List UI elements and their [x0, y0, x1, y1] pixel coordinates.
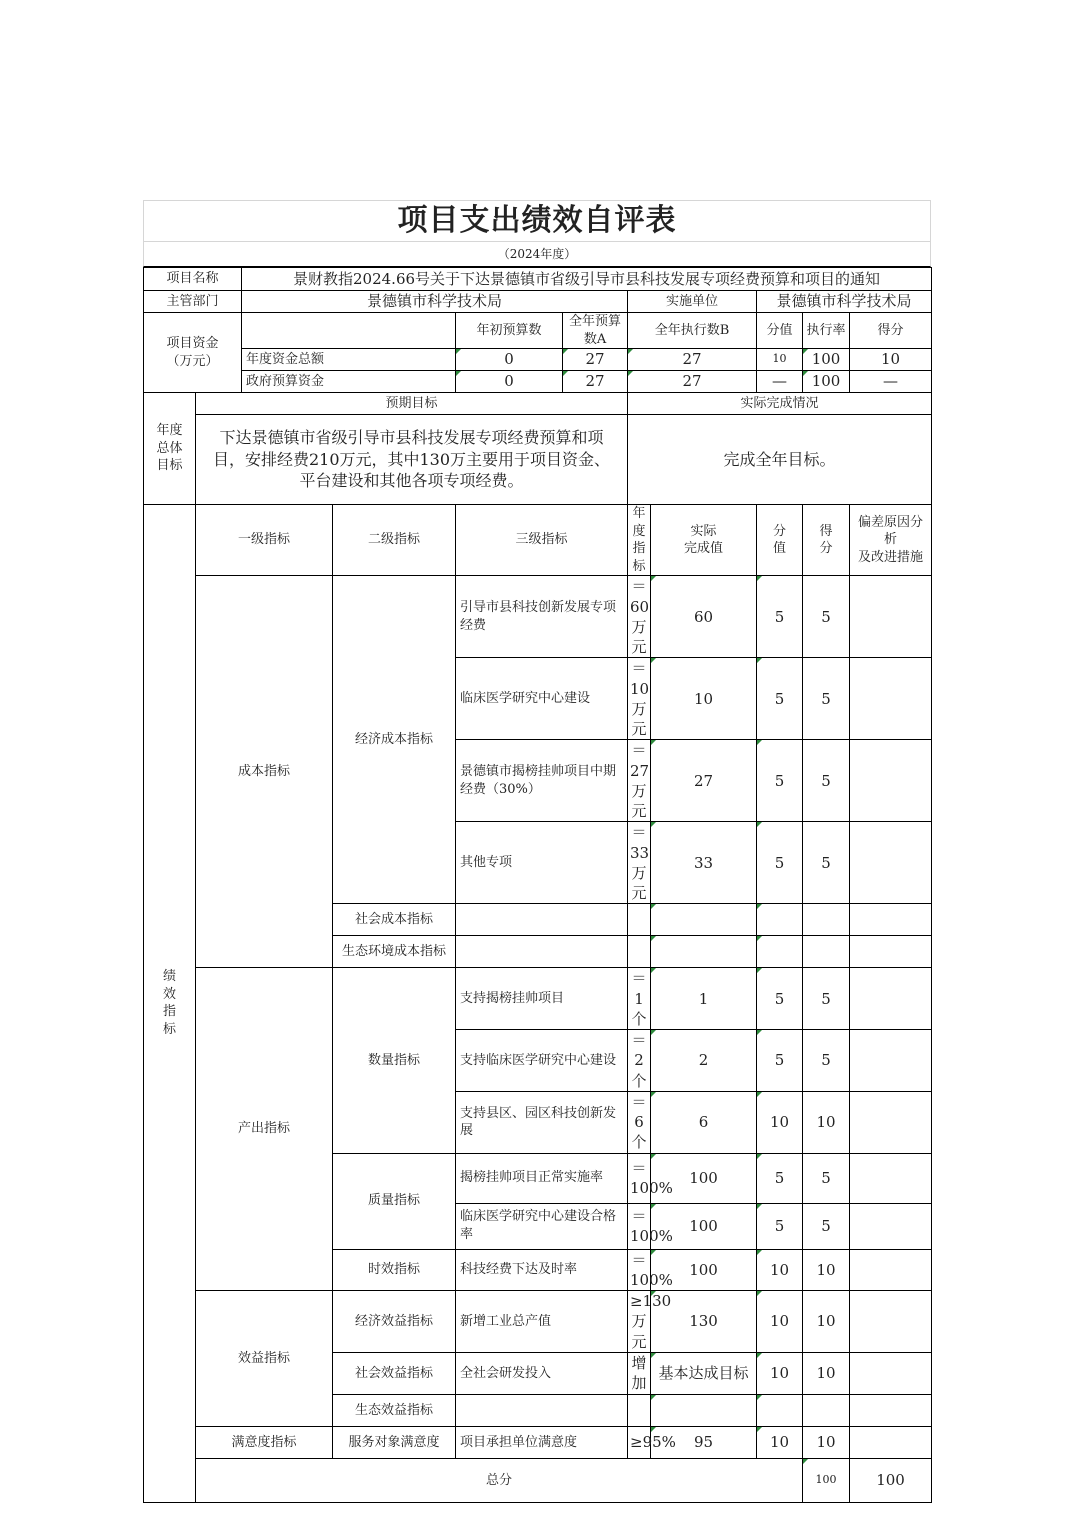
annual-target — [628, 936, 651, 968]
score-value — [757, 904, 803, 936]
header-score-value: 分 值 — [757, 505, 803, 576]
level3-indicator: 引导市县科技创新发展专项经费 — [456, 576, 628, 658]
annual-target: ≥130万元 — [628, 1291, 651, 1353]
score-value: 10 — [757, 1249, 803, 1291]
score-value: 5 — [757, 740, 803, 822]
fund-score-value: 10 — [757, 349, 803, 371]
level3-indicator — [456, 936, 628, 968]
annual-target: ＝33万元 — [628, 822, 651, 904]
goals-label: 年度 总体 目标 — [144, 393, 196, 505]
level3-indicator: 揭榜挂帅项目正常实施率 — [456, 1153, 628, 1203]
fund-score: — — [850, 371, 932, 393]
score: 5 — [803, 968, 850, 1030]
annual-target: ＝100% — [628, 1203, 651, 1249]
annual-target — [628, 904, 651, 936]
fund-score-value: — — [757, 371, 803, 393]
actual-value: 60 — [651, 576, 757, 658]
level3-indicator: 临床医学研究中心建设合格率 — [456, 1203, 628, 1249]
deviation-cell — [850, 904, 932, 936]
level3-indicator — [456, 1394, 628, 1426]
score-value: 5 — [757, 1153, 803, 1203]
actual-value: 100 — [651, 1203, 757, 1249]
score-value: 5 — [757, 1030, 803, 1092]
score — [803, 936, 850, 968]
level2-indicator: 经济成本指标 — [333, 576, 456, 904]
funds-header: 全年预算数A — [563, 313, 628, 349]
header-target: 年度 指标 — [628, 505, 651, 576]
actual-header: 实际完成情况 — [628, 393, 932, 415]
evaluation-sheet — [143, 200, 931, 1503]
total-score-value: 100 — [803, 1458, 850, 1502]
funds-label: 项目资金 （万元） — [144, 313, 242, 393]
level2-indicator: 质量指标 — [333, 1153, 456, 1249]
deviation-cell — [850, 1249, 932, 1291]
impl-value: 景德镇市科学技术局 — [757, 291, 932, 313]
deviation-cell — [850, 1291, 932, 1353]
evaluation-table — [143, 267, 932, 1503]
level3-indicator: 全社会研发投入 — [456, 1352, 628, 1394]
deviation-cell — [850, 1426, 932, 1458]
expected-header: 预期目标 — [196, 393, 628, 415]
actual-value: 33 — [651, 822, 757, 904]
deviation-cell — [850, 1352, 932, 1394]
annual-target — [628, 1394, 651, 1426]
annual-target: ＝10万元 — [628, 658, 651, 740]
fund-executed: 27 — [628, 371, 757, 393]
level3-indicator: 科技经费下达及时率 — [456, 1249, 628, 1291]
level1-indicator: 满意度指标 — [196, 1426, 333, 1458]
score: 5 — [803, 740, 850, 822]
fund-score: 10 — [850, 349, 932, 371]
annual-target: ＝27万元 — [628, 740, 651, 822]
level2-indicator: 数量指标 — [333, 968, 456, 1153]
deviation-cell — [850, 658, 932, 740]
fiscal-year: （2024年度） — [143, 241, 931, 267]
deviation-cell — [850, 936, 932, 968]
level1-indicator: 效益指标 — [196, 1291, 333, 1427]
annual-target: ＝100% — [628, 1249, 651, 1291]
annual-target: ≥95% — [628, 1426, 651, 1458]
level2-indicator: 生态环境成本指标 — [333, 936, 456, 968]
header-level2: 二级指标 — [333, 505, 456, 576]
score — [803, 1394, 850, 1426]
funds-header: 分值 — [757, 313, 803, 349]
fund-annual: 27 — [563, 371, 628, 393]
actual-value — [651, 1394, 757, 1426]
level2-indicator: 经济效益指标 — [333, 1291, 456, 1353]
funds-header: 全年执行数B — [628, 313, 757, 349]
score: 10 — [803, 1291, 850, 1353]
funds-header-blank — [242, 313, 456, 349]
score: 5 — [803, 1030, 850, 1092]
score: 10 — [803, 1249, 850, 1291]
project-name: 景财教指2024.66号关于下达景德镇市省级引导市县科技发展专项经费预算和项目的通知 — [242, 268, 932, 291]
fund-initial: 0 — [456, 349, 563, 371]
fund-rate: 100 — [803, 349, 850, 371]
total-label: 总分 — [196, 1458, 803, 1502]
actual-value — [651, 904, 757, 936]
actual-value: 6 — [651, 1091, 757, 1153]
annual-target: ＝60万元 — [628, 576, 651, 658]
level3-indicator: 项目承担单位满意度 — [456, 1426, 628, 1458]
score-value: 5 — [757, 576, 803, 658]
actual-value: 2 — [651, 1030, 757, 1092]
score-value: 10 — [757, 1091, 803, 1153]
score-value: 5 — [757, 822, 803, 904]
score: 5 — [803, 658, 850, 740]
expected-goal: 下达景德镇市省级引导市县科技发展专项经费预算和项目，安排经费210万元，其中130万主要用于项目资金、平台建设和其他各项专项经费。 — [196, 415, 628, 505]
actual-value: 130 — [651, 1291, 757, 1353]
deviation-cell — [850, 1153, 932, 1203]
score: 5 — [803, 576, 850, 658]
score-value: 10 — [757, 1352, 803, 1394]
level3-indicator: 支持临床医学研究中心建设 — [456, 1030, 628, 1092]
score: 10 — [803, 1091, 850, 1153]
deviation-cell — [850, 822, 932, 904]
page-title: 项目支出绩效自评表 — [143, 200, 931, 241]
score-value: 5 — [757, 658, 803, 740]
score-value: 5 — [757, 1203, 803, 1249]
fund-rate: 100 — [803, 371, 850, 393]
actual-value: 100 — [651, 1153, 757, 1203]
score: 5 — [803, 1153, 850, 1203]
level3-indicator: 新增工业总产值 — [456, 1291, 628, 1353]
header-level1: 一级指标 — [196, 505, 333, 576]
level2-indicator: 服务对象满意度 — [333, 1426, 456, 1458]
deviation-cell — [850, 740, 932, 822]
level2-indicator: 生态效益指标 — [333, 1394, 456, 1426]
score: 10 — [803, 1352, 850, 1394]
annual-target: ＝2个 — [628, 1030, 651, 1092]
level1-indicator: 产出指标 — [196, 968, 333, 1291]
deviation-cell — [850, 576, 932, 658]
level3-indicator: 支持揭榜挂帅项目 — [456, 968, 628, 1030]
level1-indicator: 成本指标 — [196, 576, 333, 968]
header-deviation: 偏差原因分析 及改进措施 — [850, 505, 932, 576]
actual-result: 完成全年目标。 — [628, 415, 932, 505]
actual-value: 基本达成目标 — [651, 1352, 757, 1394]
level3-indicator — [456, 904, 628, 936]
level3-indicator: 临床医学研究中心建设 — [456, 658, 628, 740]
fund-row-name: 政府预算资金 — [242, 371, 456, 393]
total-score: 100 — [850, 1458, 932, 1502]
funds-header: 年初预算数 — [456, 313, 563, 349]
fund-annual: 27 — [563, 349, 628, 371]
fund-row-name: 年度资金总额 — [242, 349, 456, 371]
fund-initial: 0 — [456, 371, 563, 393]
annual-target: ＝6个 — [628, 1091, 651, 1153]
score: 10 — [803, 1426, 850, 1458]
score-value: 10 — [757, 1291, 803, 1353]
deviation-cell — [850, 1030, 932, 1092]
actual-value — [651, 936, 757, 968]
level2-indicator: 时效指标 — [333, 1249, 456, 1291]
level3-indicator: 支持县区、园区科技创新发展 — [456, 1091, 628, 1153]
indicators-section-label: 绩 效 指 标 — [144, 505, 196, 1503]
annual-target: ＝1个 — [628, 968, 651, 1030]
deviation-cell — [850, 968, 932, 1030]
deviation-cell — [850, 1203, 932, 1249]
project-name-label: 项目名称 — [144, 268, 242, 291]
funds-header: 得分 — [850, 313, 932, 349]
score: 5 — [803, 822, 850, 904]
actual-value: 100 — [651, 1249, 757, 1291]
level2-indicator: 社会效益指标 — [333, 1352, 456, 1394]
actual-value: 27 — [651, 740, 757, 822]
header-actual: 实际 完成值 — [651, 505, 757, 576]
level3-indicator: 其他专项 — [456, 822, 628, 904]
impl-label: 实施单位 — [628, 291, 757, 313]
annual-target: ＝100% — [628, 1153, 651, 1203]
deviation-cell — [850, 1091, 932, 1153]
header-score: 得 分 — [803, 505, 850, 576]
score: 5 — [803, 1203, 850, 1249]
actual-value: 95 — [651, 1426, 757, 1458]
annual-target: 增加 — [628, 1352, 651, 1394]
dept-label: 主管部门 — [144, 291, 242, 313]
score-value — [757, 936, 803, 968]
funds-header: 执行率 — [803, 313, 850, 349]
dept-value: 景德镇市科学技术局 — [242, 291, 628, 313]
actual-value: 1 — [651, 968, 757, 1030]
actual-value: 10 — [651, 658, 757, 740]
level3-indicator: 景德镇市揭榜挂帅项目中期经费（30%） — [456, 740, 628, 822]
fund-executed: 27 — [628, 349, 757, 371]
score-value: 5 — [757, 968, 803, 1030]
score — [803, 904, 850, 936]
score-value — [757, 1394, 803, 1426]
score-value: 10 — [757, 1426, 803, 1458]
level2-indicator: 社会成本指标 — [333, 904, 456, 936]
header-level3: 三级指标 — [456, 505, 628, 576]
deviation-cell — [850, 1394, 932, 1426]
